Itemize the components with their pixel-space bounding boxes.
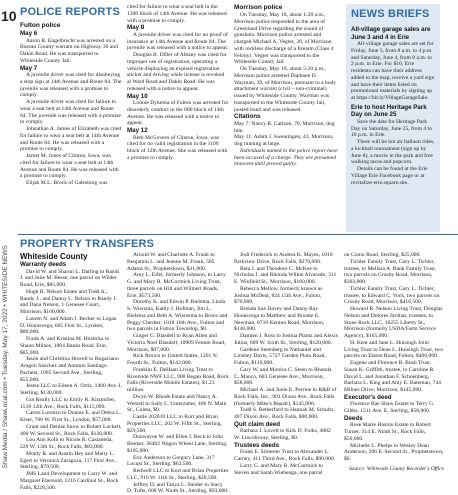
transfers-column-3 [234, 252, 338, 476]
disclaimer-note: Individuals named in the police report have been accused of a charge. They are presumed innocent until proved guilty. [234, 148, 338, 168]
transfer-entry: H. Kent and Jane L. Huisingh Joint Living Trust to Dean L. Huisingh Trust, two parcels on Elston Road, Fulton, $400,000. [344, 340, 444, 360]
transfer-entry: Rebecca Mellow, formerly known as Joshua McDeal, 824 15th Ave., Fulton, $70,000. [234, 286, 338, 306]
transfer-entry: Redwell LLC to Kurt and Brian Properties LLC, 910 W. 11th St., Sterling, $28,500. [127, 468, 229, 482]
transfer-entry: Carlos Lorenzo to Duaine E. and Debra L. Kiser, 706 W. First St., Lyndon, $57,000. [20, 410, 122, 424]
police-reports-heading: POLICE REPORTS [20, 6, 120, 18]
report-entry: Douglas B. Diller of Albany was cited for improper use of registration, operating a vehicle displaying an expired registration sticker and driving while license is revoked at Ward Road and Dakin Road. He was released with a notice to appear. [127, 52, 229, 93]
transfers-column-4 [344, 252, 444, 472]
news-briefs-heading: NEWS BRIEFS [351, 8, 435, 20]
transfer-entry: Got Really LLC to Emily R. Kitzmiller, 1518 12th Ave., Rock Falls, $115,000. [20, 397, 122, 411]
transfer-entry: Dunwayne W. and Ellen J. Beck to John Booker, 36402 Wagon Wheel Lane, Sterling, $195,000. [127, 434, 229, 454]
transfer-entry: Dorothy K. and Edwin P. Bielema, Linda S. Wiersma, Kathy J. Hofman, Jim L. Bielema and Beth A. Wiersema to Bruce and Peggy Chesher, 1018 16th Ave., Fulton and two parcels in Fulton Township, $0. [127, 299, 229, 333]
transfer-entry: Ginger G. Blasdell to Ryan Allen and Victoria Noel Blasdell, 10909 Fenton Road, Morrison, $97,000. [127, 333, 229, 353]
deed-type-heading: Warranty deeds [20, 261, 122, 269]
report-entry: Lonnie Dykema of Fulton was arrested for disorderly conduct in the 800 block of 14th Avenue. He was released with a notice to appear. [127, 100, 229, 127]
transfer-entry: on Como Road, Sterling, $25,000. [344, 252, 444, 259]
report-entry: Aaron R. Engelbrecht was arrested on a Bureau County warrant on Highway 30 and Dakin Road. He was transported to Whiteside County Jail. [20, 38, 122, 65]
county-heading: Whiteside County [20, 252, 122, 261]
page-number: 10 [1, 8, 17, 24]
report-date: May 10 [127, 93, 229, 101]
transfer-entry: Dwyn W. Rhode Estate and Nancy A. Wetzell to Sally L. Unterzuber, 406 N. Main St., Coleta, $0. [127, 394, 229, 414]
transfer-entry: Reta J. and Theodore C. McKee to Nicholas J. and Rhonda Wilkie Alvarado, 311 E. Winfield St., Morrison, $160,000. [234, 266, 338, 286]
transfer-entry: Amy L. Eifel, formerly Johnson, to Larry G. and Mary R. McCormick Living Trust, three parcels on Hill and Wilmert Roads, Erie, $573,500. [127, 272, 229, 299]
report-entry: A juvenile driver was cited for disobeying a stop sign at 14th Avenue and Route 84. The juvenile was released with a promise to comply. [20, 72, 122, 99]
transfer-entry: Jason and Christina Howell to Rogaciano Aragon Sanchez and Antonio Santiago Pacheta, 1005 Second Ave., Sterling, $55,000. [20, 356, 122, 383]
transfer-entry: Eugene and Florence B. Bush Trust, Susan K. Griffith, trustee, to Caroline R. David L. and Jonathan F. Schoenberg, Barbara L. King and Amy E. Bateman, 744 Milnes Drive, Morrison, $145,000. [344, 360, 444, 394]
transfer-entry: Hugh R. Nelson Estate and Todd A., Randy J., and Danny L. Nelson to Randy J. and Dana Nelson, 1 Genesee Court, Morrison, $160,000. [20, 289, 122, 316]
source-credit: Source: Whiteside County Recorder's Office [344, 466, 444, 473]
report-entry: Beth McGovern of Clinton, Iowa, was cited for no valid registration in the 1100 block of 12th Avenue. She was released with a promise to comply. [127, 135, 229, 162]
report-date: May 6 [20, 30, 122, 38]
transfer-entry: Barbara J. Lovell to Kirk D. Folks, 4002 W. Lincolnway, Sterling, $0. [234, 428, 338, 442]
transfer-entry: David W. and Sharon L. Darling to Randi J. and Julie M. Besse, one parcel on Wilder Road, Erie, $85,000. [20, 269, 122, 289]
deed-type-heading: Quit claim deed [234, 421, 338, 429]
report-entry: Jarnet M. Jones of Clinton, Iowa, was cited for failure to wear a seat belt at 14th Avenue and Route 84. He was released with a promise to comply. [20, 153, 122, 180]
transfer-entry: Arnold W. and Charlotte A. Frank to Benjamin L. and Jeanne M. Frank, 505 Adams St., Prophetstown, $31,000. [127, 252, 229, 272]
transfer-entry: Rose Marie Huston Estate to Robert Turner, 314 E. Ninth St., Rock Falls, $50,000. [344, 422, 444, 442]
citations-heading: Citations [234, 113, 338, 121]
transfer-entry: Howard R. Nelson Living Trust, Douglas Nelson and Dolores Struhar, trustees, to Stone Rock LLC, 16255 Liberty St., Morrison (formerly USDA/Farm Service Agency), $165,000. [344, 306, 444, 340]
transfer-entry: Castle 202010 LLC to Kurt and Brian Properties LLC, 202 W. Fifth St., Sterling, $29,500. [127, 414, 229, 434]
transfer-entry: Monty R. and Austin Hey and Marty L. Egert to Veronica Zaragoza, 117 First Ave., Sterling, $79,500. [20, 451, 122, 471]
transfer-entry: Tichler Family Trust, Gary L. Tichler, trustee, to Melissa A. Bank Family Trust, two parcels on Crosby Road, Morrison, $303,000. [344, 259, 444, 286]
transfer-entry: Eric Anderson to Gregory Lane, 317 Locust St., Sterling, $62,500. [127, 455, 229, 469]
police-column-1 [20, 22, 122, 187]
police-column-3 [234, 4, 338, 168]
transfer-entry: Tichler Family Trust, Gary L. Tichler, trustee, to Edward C. Vock, two parcels on Crosby Road, Morrison, $416,500. [344, 286, 444, 306]
transfer-entry: Jestse LLC to Eileen A. Ortiz, 1400 Ave. I, Sterling, $130,000. [20, 383, 122, 397]
report-entry: A juvenile driver was cited for no proof of insurance at 14th Avenue and Route 84. The juvenile was released with a notice to appear. [127, 32, 229, 52]
brief-headline: All-village garage sales are June 3 and 4 in Erie [351, 26, 435, 41]
transfer-entry: Todd S. Retherford to Hannah M. Schultz, 407 Dixon Ave., Rock Falls, $90,000. [234, 407, 338, 421]
transfers-column-2 [127, 252, 229, 495]
transfer-entry: Florence Rae Shaw Estate to Terry G. Gibbs, 1511 Ave. E, Sterling, $58,000. [344, 401, 444, 415]
police-column-2 [127, 4, 229, 162]
report-entry: On Tuesday, May 10, about 5:20 p.m., Morrison police arrested Daphnee D. Wayman, 39, of Morrison, pursuant to a body attachment warrant (civil – non-criminal) issued by Whiteside County. Wayman was transported to the Whiteside County Jail, posted bond and was released. [234, 66, 338, 113]
report-entry: Johnathan A. James of Elizabeth was cited for failure to wear a seat belt at 14th Avenue and Route 84. He was released with a promise to comply. [20, 126, 122, 153]
report-date: May 8 [127, 24, 229, 32]
news-briefs-box [346, 4, 440, 232]
page-spine [0, 0, 14, 480]
report-date: May 7 [20, 65, 122, 73]
transfer-entry: Larry G. and Mary R. McCormick to Steven and Sarah Wiebenga, one parcel [234, 463, 338, 477]
deed-type-heading: Deeds [344, 415, 444, 423]
transfer-entry: Jodi Frederick to Andrea K. Mayes, 1010 Parkview Drive, Rock Falls, $270,000. [234, 252, 338, 266]
transfer-entry: Frank A. and Kristina M. Hosticka to Shaun Milnes, 1884 Banks Road, Erie, $85,000. [20, 336, 122, 356]
report-date: May 12 [127, 127, 229, 135]
deed-type-heading: Executor's deed [344, 394, 444, 402]
transfer-entry: JMS Land Development to Larry W. and Margaret Ebersold, 1216 Cardinal St., Rock Falls, $228,500. [20, 471, 122, 491]
deed-type-heading: Trustees deeds [234, 442, 338, 450]
brief-text: Details can be found at the Erie Village Erie Facebook page or at revitalize-erie.square.site. [351, 166, 435, 186]
morrison-police-heading: Morrison police [234, 4, 338, 12]
transfer-entry: Jeffrey D. and Tanya L. Steider to Stacy D. Tufts, 608 W. Ninth St., Sterling, $93,000. [127, 482, 229, 495]
report-entry: cited for failure to wear a seat belt in the 1300 block of 14th Avenue. He was released with a promise to comply. [127, 4, 229, 24]
transfer-entry: Franklin E. DeHaan Living Trust to Riverside NWF LLC, 900 Regan Road, Rock Falls (Riverside Mobile Estates), $1.23 million. [127, 367, 229, 394]
transfer-entry: Brenda Sue Davey and Danny Ray Hounsvega to Matthew and Brooke E. Newman, 8710 Kenton Road, Morrison, $140,000. [234, 306, 338, 333]
transfer-entry: Damien J. Ross to Joshua Plantz and Alexis Julius, 609 W. Sixth St., Sterling, $120,000. [234, 333, 338, 347]
brief-headline: Erie to host Heritage Park Day on June 25 [351, 104, 435, 119]
brief-text: All-village garage sales are set for Friday, June 3, from 8 a.m. to 4 p.m. and Saturday, June 4, from 8 a.m. to 2 p.m. in Erie. For $10, Erie residents can have their address added to the map, receive a yard sign and have their items listed on promotional materials by signing up at https://bit.ly/VillageGarageSale. [351, 41, 435, 102]
transfer-entry: Lou Ann Kolb to Nicole R. Castaneda, 229 W. 13th St., Rock Falls, $83,000. [20, 437, 122, 451]
spine-label: Shaw Media / ShawLocal.com • Tuesday, May 17, 2022 • WHITESIDE NEWS [1, 28, 13, 468]
report-entry: On Tuesday, May 10, about 1:28 a.m., Morrison police responded to the area of Greenland Drive regarding the sound of gunshots. Morrison police arrested and charged Michael A. Vegter, 28, of Morrison with reckless discharge of a firearm (Class 4 Felony). Vegter was transported to the Whiteside County Jail. [234, 12, 338, 66]
brief-text: Save the date for Heritage Park Day on Saturday, June 25, from 4 to 10 p.m. in Erie. [351, 119, 435, 139]
transfer-entry: Gardene Steenberg to Nathaniel and Lindsey Davis, 5727 Garden Plain Road, Fulton, $110,000. [234, 347, 338, 367]
transfer-entry: Gary W. and Monica C. Steen to Rhonda C. Manco, 603 Genesee Ave., Morrison, $58,000. [234, 367, 338, 387]
transfer-entry: Frank E. Simester Trust to Alexander L. Carney, 411 Third Ave., Rock Falls, $90,000. [234, 449, 338, 463]
transfer-entry: Lauren N. and Adam J. Becker to Logan D. Hounsvega, 605 First St., Lyndon, $80,000. [20, 316, 122, 336]
fulton-police-heading: Fulton police [20, 22, 122, 30]
transfer-entry: Michelle L. Phelps to Wesley Dean Anderson, 206 E. Second St., Prophetstown, $0. [344, 443, 444, 463]
citation-entry: May 11: Adam J. Swearingen, 43, Morrison, dog running at large. [234, 134, 338, 148]
section-divider [18, 234, 458, 235]
transfer-entry: Grant and Denise Snow to Robert Lockett, 400 W. Second St., Rock Falls, $120,000. [20, 424, 122, 438]
transfer-entry: Rick Brown to United States, 1201 N. Fourth St., Fulton, $142,000. [127, 353, 229, 367]
citation-entry: May 7: Nancy R. Carlson, 70, Morrison, dog bite. [234, 121, 338, 135]
transfer-entry: Michael A. and Junie E. Perrine to R&B of Rock Falls, Inc., 901 Dixon Ave., Rock Falls (formerly Mike's Repair), $145,000. [234, 387, 338, 407]
report-entry: Elijah M.L. Brock of Galesburg was [20, 180, 122, 187]
transfers-column-1 [20, 252, 122, 491]
property-transfers-heading: PROPERTY TRANSFERS [20, 238, 154, 250]
report-entry: A juvenile driver was cited for failure to wear a seat belt at 14th Avenue and Route 84. The juvenile was released with a promise to comply. [20, 99, 122, 126]
brief-text: There will be hot air balloon rides, a kickball tournament (sign up by June 8), a movie in the park and free walking tacos and popcorn. [351, 139, 435, 166]
